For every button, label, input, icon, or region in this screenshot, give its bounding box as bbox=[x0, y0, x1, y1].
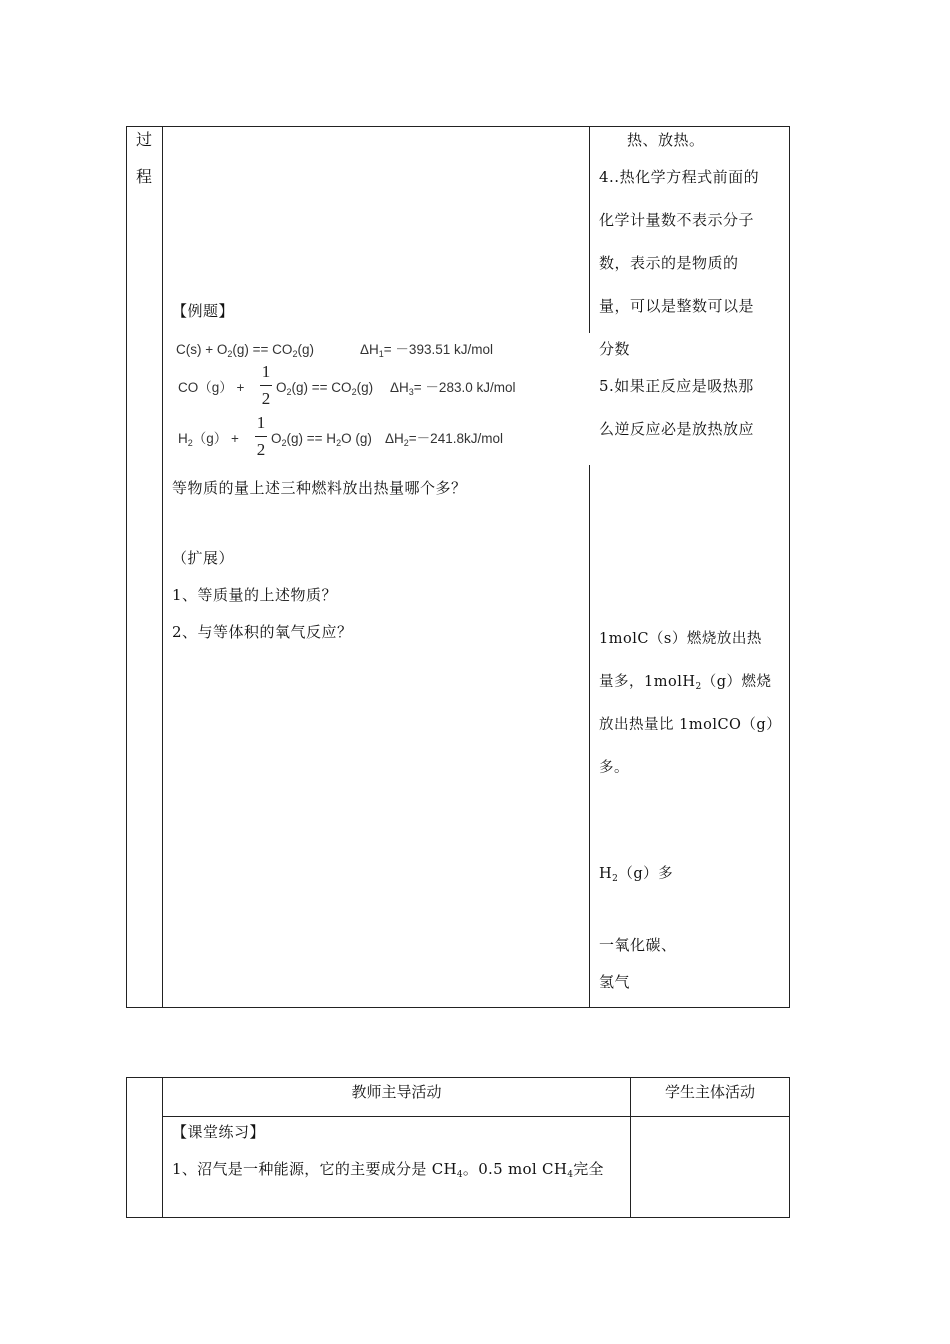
equation-2-mid: $O_2(g) == CO_2(g)$ bbox=[276, 380, 374, 397]
example-heading: 【例题】 bbox=[172, 302, 235, 320]
right-note-line: 量，可以是整数可以是 bbox=[599, 297, 755, 315]
fraction-bar bbox=[260, 385, 272, 386]
answer-line: 放出热量比 1molCO（g） bbox=[599, 717, 782, 733]
practice-heading: 【课堂练习】 bbox=[172, 1123, 266, 1141]
header-student-activity: 学生主体活动 bbox=[664, 1083, 755, 1101]
answer-line: 一氧化碳、 bbox=[599, 936, 677, 954]
stage-label-2: 程 bbox=[136, 167, 153, 186]
header-teacher-activity: 教师主导活动 bbox=[351, 1083, 442, 1101]
right-note-line: 化学计量数不表示分子 bbox=[599, 211, 755, 229]
fraction-denominator: 2 bbox=[261, 389, 271, 408]
equation-1: $C(s) + O_2(g) == CO_2(g)$ bbox=[176, 342, 314, 359]
answer-line: 氢气 bbox=[599, 973, 631, 991]
right-note-line: 4..热化学方程式前面的 bbox=[599, 168, 760, 186]
answer-h2: $H_2(g)$多 bbox=[599, 866, 674, 884]
equation-1-dh: $\Delta H_1= -393.51$ kJ/mol bbox=[360, 342, 493, 359]
right-note-line: 5.如果正反应是吸热那 bbox=[599, 377, 754, 395]
fraction-bar bbox=[255, 436, 267, 437]
right-note-line: 热、放热。 bbox=[627, 131, 705, 149]
answer-line: 多。 bbox=[599, 760, 629, 776]
equation-3-mid: $O_2(g) == H_2O$ (g) bbox=[271, 431, 372, 448]
answer-line: 1molC（s）燃烧放出热 bbox=[599, 631, 762, 647]
equation-2-dh: $\Delta H_3= -283.0$ kJ/mol bbox=[390, 380, 516, 397]
answer-line: 量多，1molH$_2$（g）燃烧 bbox=[599, 674, 772, 692]
stage-label-1: 过 bbox=[136, 130, 153, 149]
right-note-line: 数，表示的是物质的 bbox=[599, 254, 739, 272]
fraction-denominator: 2 bbox=[256, 440, 266, 459]
question-text: 等物质的量上述三种燃料放出热量哪个多？ bbox=[172, 479, 467, 497]
extension-question-2: 2、与等体积的氧气反应？ bbox=[172, 623, 353, 641]
equation-3-lhs: $H_2(g)$ + bbox=[178, 431, 239, 448]
right-note-line: 么逆反应必是放热放应 bbox=[599, 420, 755, 438]
extension-heading: （扩展） bbox=[172, 549, 235, 567]
fraction-numerator: 1 bbox=[261, 362, 271, 381]
right-note-line: 分数 bbox=[599, 340, 631, 358]
equation-2-lhs: CO（g） + bbox=[178, 380, 245, 395]
equation-3-dh: $\Delta H_2=-241.8kJ$/mol bbox=[385, 431, 503, 448]
fraction-numerator: 1 bbox=[256, 413, 266, 432]
practice-question-1: 1、沼气是一种能源，它的主要成分是 $CH_4$。0.5 mol $CH_4$完全 bbox=[172, 1160, 604, 1180]
extension-question-1: 1、等质量的上述物质？ bbox=[172, 586, 338, 604]
